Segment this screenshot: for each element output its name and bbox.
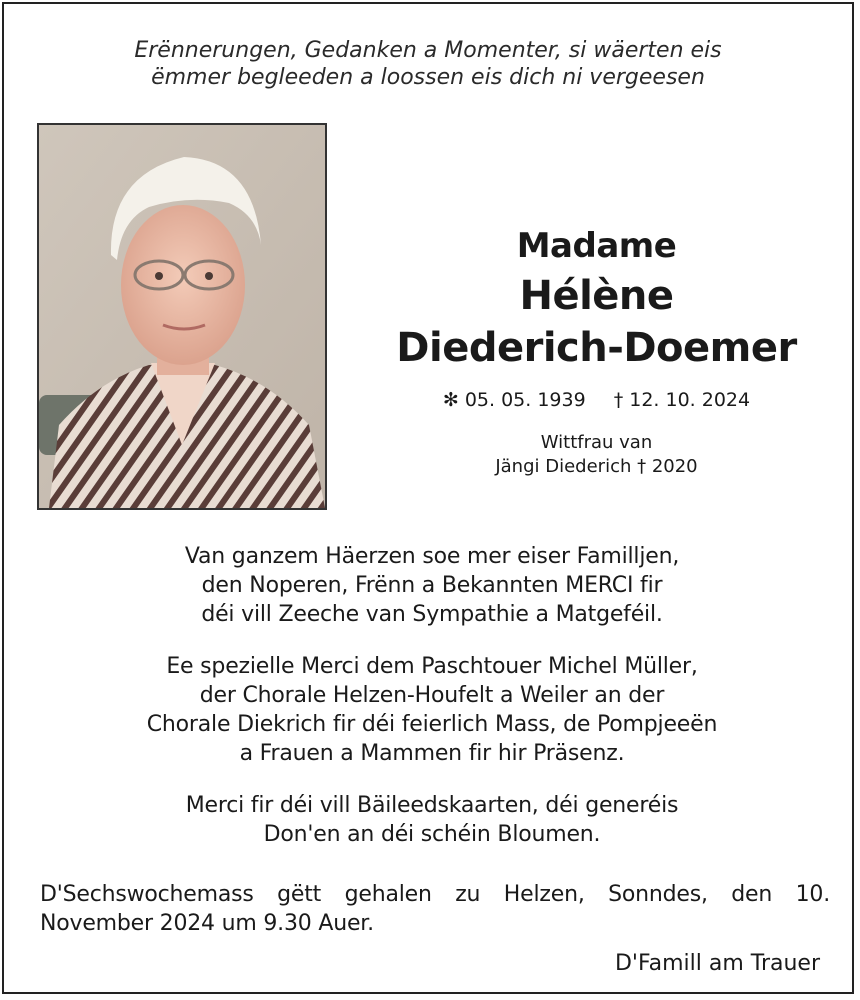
birth-date: ✻ 05. 05. 1939 <box>442 389 586 411</box>
thanks-paragraph-2 <box>24 652 840 768</box>
text-line: Don'en an déi schéin Bloumen. <box>263 822 601 847</box>
widow-line-2: Jängi Diederich † 2020 <box>495 456 698 477</box>
text-line: Ee spezielle Merci dem Paschtouer Michel Müller, <box>166 654 698 679</box>
motto-line-2: ëmmer begleeden a loossen eis dich ni vergeesen <box>151 65 705 90</box>
family-signature: D'Famill am Trauer <box>614 951 820 976</box>
life-dates <box>344 387 849 413</box>
motto-line-1: Erënnerungen, Gedanken a Momenter, si wäerten eis <box>134 38 722 63</box>
text-line: den Noperen, Frënn a Bekannten MERCI fir <box>201 573 663 598</box>
text-line: a Frauen a Mammen fir hir Präsenz. <box>239 741 625 766</box>
text-line: Chorale Diekrich fir déi feierlich Mass, de Pompjeeën <box>146 712 718 737</box>
death-date: † 12. 10. 2024 <box>613 389 751 411</box>
widow-line-1: Wittfrau van <box>540 432 653 453</box>
mass-announcement <box>40 880 830 938</box>
memorial-motto <box>4 37 852 91</box>
first-name: Hélène <box>519 273 674 319</box>
salutation: Madame <box>516 226 677 266</box>
mass-line-1: D'Sechswochemass gëtt gehalen zu Helzen, Sonndes, den 10. <box>40 882 830 907</box>
obituary-frame <box>2 2 854 994</box>
widow-note <box>344 431 849 479</box>
text-line: Van ganzem Häerzen soe mer eiser Familljen, <box>184 544 680 569</box>
text-line: der Chorale Helzen-Houfelt a Weiler an der <box>199 683 665 708</box>
deceased-name-block <box>344 222 849 374</box>
portrait-photo <box>37 123 327 510</box>
last-name: Diederich-Doemer <box>396 325 797 371</box>
text-line: Merci fir déi vill Bäileedskaarten, déi generéis <box>185 793 679 818</box>
thanks-paragraph-1 <box>24 542 840 629</box>
mass-line-2: November 2024 um 9.30 Auer. <box>40 911 374 936</box>
thanks-paragraph-3 <box>24 791 840 849</box>
text-line: déi vill Zeeche van Sympathie a Matgeféil. <box>201 602 663 627</box>
